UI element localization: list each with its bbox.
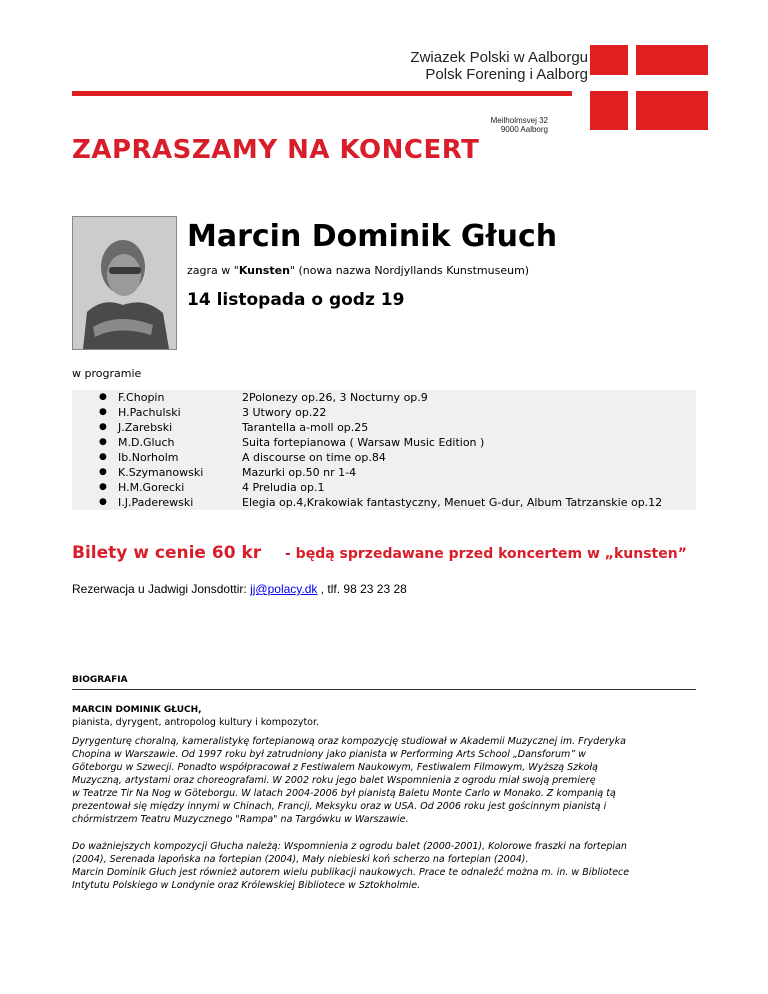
bio-line: chórmistrzem Teatru Muzycznego "Rampa" na Targówku w Warszawie. [72, 814, 409, 825]
venue-suffix: " (nowa nazwa Nordjyllands Kunstmuseum) [289, 264, 530, 277]
bullet-icon: ● [99, 452, 107, 462]
program-row [72, 405, 696, 420]
org-name-polish: Zwiazek Polski w Aalborgu [410, 49, 588, 66]
program-works: Elegia op.4,Krakowiak fantastyczny, Menuet G-dur, Album Tatrzanskie op.12 [242, 496, 663, 509]
header-rule [72, 91, 572, 96]
bio-heading: BIOGRAFIA [72, 675, 128, 685]
program-composer: Ib.Norholm [118, 451, 179, 464]
ticket-note: - będą sprzedawane przed koncertem w „kunsten” [285, 546, 687, 562]
program-row [72, 420, 696, 435]
bio-line: Dyrygenturę choralną, kameralistykę fortepianową oraz kompozycję studiował w Akademii Muzycznej im. Fryderyka [72, 736, 626, 747]
concert-date: 14 listopada o godz 19 [187, 290, 405, 310]
program-row [72, 390, 696, 405]
flag-cross-logo [590, 45, 708, 130]
program-works: 4 Preludia op.1 [242, 481, 325, 494]
venue-line [187, 264, 529, 277]
performer-name: Marcin Dominik Głuch [187, 219, 558, 254]
bio-roles: pianista, dyrygent, antropolog kultury i kompozytor. [72, 717, 320, 728]
program-works: 2Polonezy op.26, 3 Nocturny op.9 [242, 391, 428, 404]
bio-line: Göteborgu w Szwecji. Ponadto współpracował z Festiwalem Naukowym, Festiwalem Filmowym, Wyższą Szkołą [72, 762, 598, 773]
bullet-icon: ● [99, 467, 107, 477]
program-composer: M.D.Gluch [118, 436, 175, 449]
program-table [72, 390, 696, 510]
reservation-phone: , tlf. 98 23 23 28 [317, 582, 407, 596]
bio-line: Chopina w Warszawie. Od 1997 roku był zatrudniony jako pianista w Performing Arts School „Dansforum” w [72, 749, 586, 760]
program-composer: H.M.Gorecki [118, 481, 185, 494]
page-headline: ZAPRASZAMY NA KONCERT [72, 135, 480, 165]
bio-line: Marcin Dominik Głuch jest również autorem wielu publikacji naukowych. Prace te odnaleźć można m. in. w Bibliotece [72, 867, 630, 878]
bullet-icon: ● [99, 392, 107, 402]
program-works: 3 Utwory op.22 [242, 406, 327, 419]
program-composer: K.Szymanowski [118, 466, 204, 479]
bio-line: Do ważniejszych kompozycji Głucha należą: Wspomnienia z ogrodu balet (2000-2001), Kolorowe fraszki na fortepian [72, 841, 627, 852]
bullet-icon: ● [99, 497, 107, 507]
bio-line: Intytutu Polskiego w Londynie oraz Królewskiej Bibliotece w Sztokholmie. [72, 880, 421, 891]
bio-paragraph-2 [72, 840, 697, 892]
venue-prefix: zagra w " [187, 264, 239, 277]
bio-line: Muzyczną, artystami oraz choreografami. W 2002 roku jego balet Wspomnienia z ogrodu miał swoją premierę [72, 775, 596, 786]
reservation-prefix: Rezerwacja u Jadwigi Jonsdottir: [72, 582, 251, 596]
venue-name: Kunsten [238, 264, 290, 277]
reservation-line [72, 582, 407, 596]
org-name-danish: Polsk Forening i Aalborg [425, 66, 588, 83]
bullet-icon: ● [99, 407, 107, 417]
program-composer: F.Chopin [118, 391, 165, 404]
bio-line: w Teatrze Tir Na Nog w Göteborgu. W latach 2004-2006 był pianistą Baletu Monte Carlo w Monako. Z kompanią tą [72, 788, 616, 799]
program-label: w programie [72, 367, 142, 380]
program-row [72, 480, 696, 495]
bio-paragraph-1 [72, 735, 697, 826]
bio-line: prezentował się między innymi w Chinach, Francji, Meksyku oraz w USA. Od 2006 roku jest gościnnym pianistą i [72, 801, 607, 812]
program-works: A discourse on time op.84 [242, 451, 386, 464]
program-row [72, 435, 696, 450]
program-row [72, 450, 696, 465]
program-works: Mazurki op.50 nr 1-4 [242, 466, 357, 479]
program-composer: J.Zarebski [118, 421, 173, 434]
bullet-icon: ● [99, 482, 107, 492]
program-row [72, 465, 696, 480]
ticket-price: Bilety w cenie 60 kr [72, 543, 262, 563]
program-works: Tarantella a-moll op.25 [242, 421, 369, 434]
program-row [72, 495, 696, 510]
bio-divider [72, 689, 696, 690]
program-composer: H.Pachulski [118, 406, 181, 419]
email-link[interactable]: jj@polacy.dk [250, 582, 318, 596]
performer-photo [72, 216, 177, 350]
bullet-icon: ● [99, 422, 107, 432]
program-composer: I.J.Paderewski [118, 496, 194, 509]
program-works: Suita fortepianowa ( Warsaw Music Edition ) [242, 436, 485, 449]
address-city: 9000 Aalborg [500, 125, 548, 134]
bio-name: MARCIN DOMINIK GŁUCH, [72, 705, 202, 715]
address-street: Meilholmsvej 32 [490, 116, 548, 125]
bio-line: (2004), Serenada lapońska na fortepian (2004), Mały niebieski koń scherzo na fortepian (2004). [72, 854, 529, 865]
bullet-icon: ● [99, 437, 107, 447]
